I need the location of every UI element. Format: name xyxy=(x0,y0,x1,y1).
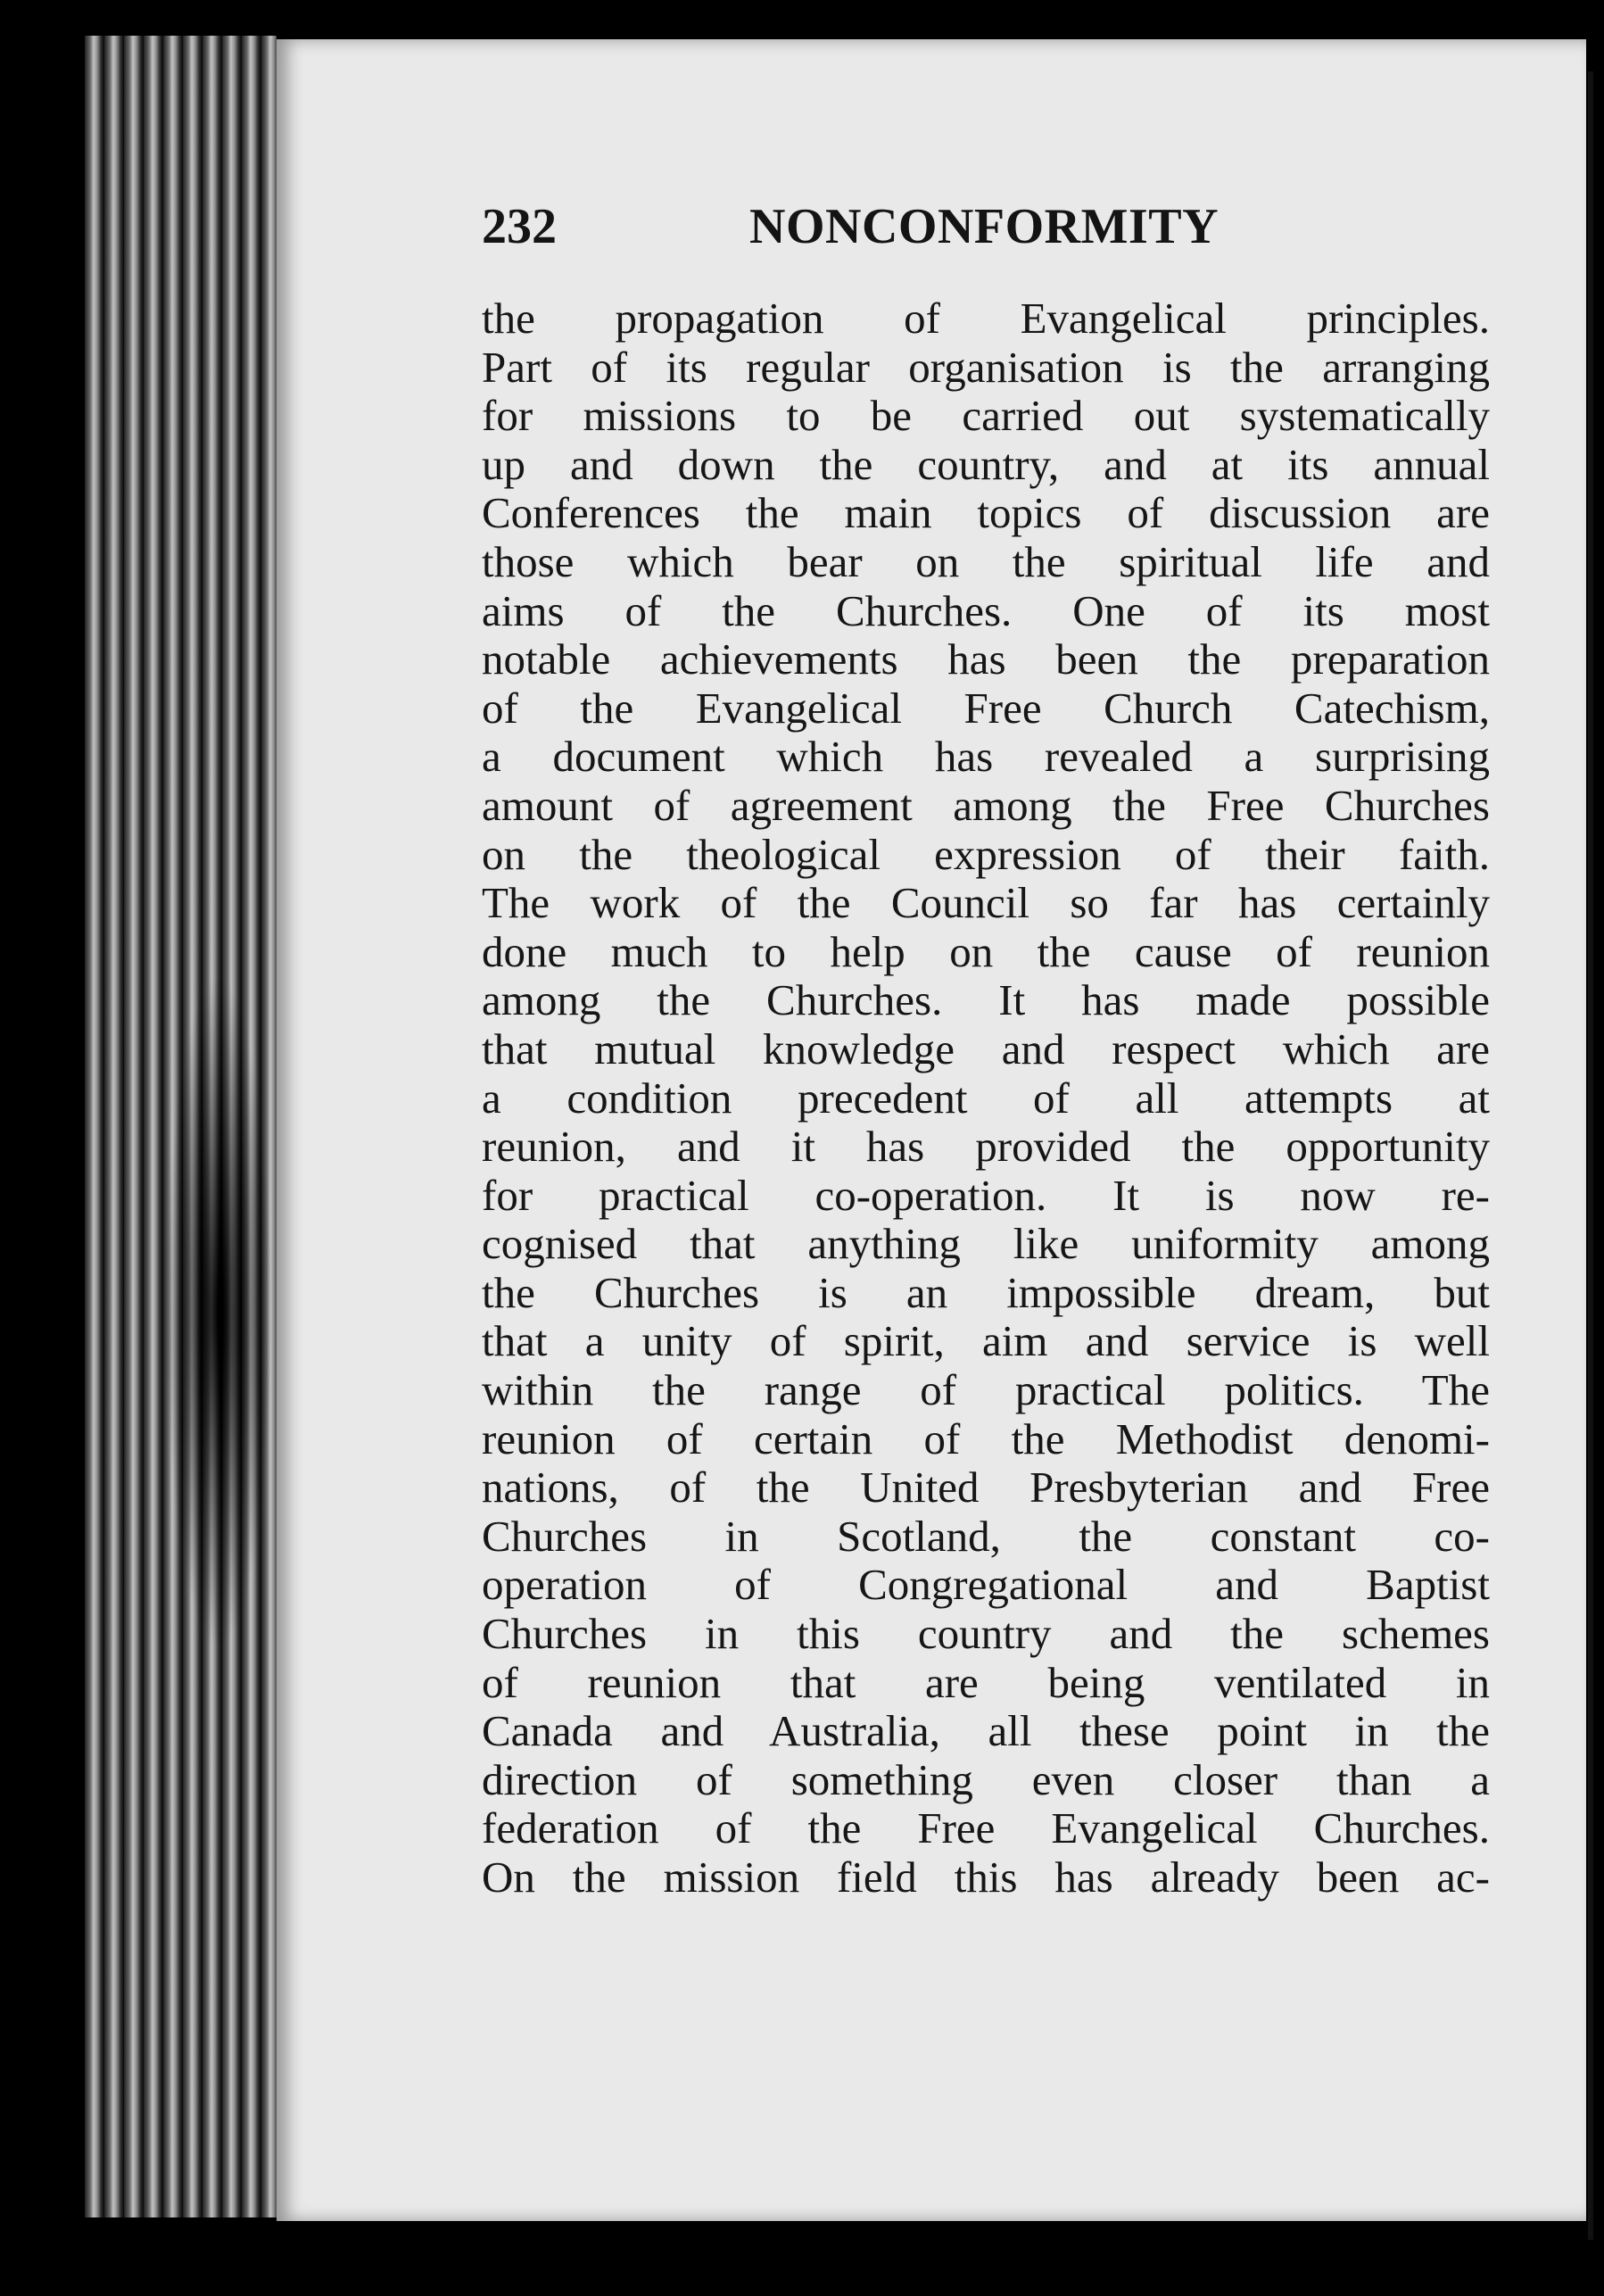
text-line: Conferences the main topics of discussion are xyxy=(482,489,1490,538)
page-right-edge-rule xyxy=(1588,71,1593,2240)
text-line: operation of Congregational and Baptist xyxy=(482,1561,1490,1610)
text-line: of reunion that are being ventilated in xyxy=(482,1658,1490,1707)
text-line: cognised that anything like uniformity among xyxy=(482,1220,1490,1269)
text-line: Churches in Scotland, the constant co- xyxy=(482,1512,1490,1561)
text-line: The work of the Council so far has certainly xyxy=(482,879,1490,928)
text-line: done much to help on the cause of reunion xyxy=(482,927,1490,976)
text-line: reunion of certain of the Methodist denomi- xyxy=(482,1414,1490,1463)
text-line: On the mission field this has already been ac- xyxy=(482,1853,1490,1902)
text-line: on the theological expression of their faith. xyxy=(482,830,1490,879)
text-line: for missions to be carried out systematically xyxy=(482,392,1490,441)
text-line: a condition precedent of all attempts at xyxy=(482,1073,1490,1123)
page-number: 232 xyxy=(482,199,557,254)
text-line: federation of the Free Evangelical Churches. xyxy=(482,1804,1490,1853)
text-line: amount of agreement among the Free Churches xyxy=(482,781,1490,830)
text-line: the Churches is an impossible dream, but xyxy=(482,1268,1490,1317)
book-page-edges xyxy=(85,36,277,2217)
text-line: that mutual knowledge and respect which are xyxy=(482,1024,1490,1073)
text-line: notable achievements has been the preparation xyxy=(482,635,1490,684)
text-line: within the range of practical politics. The xyxy=(482,1366,1490,1415)
text-line: Canada and Australia, all these point in the xyxy=(482,1707,1490,1756)
text-line: aims of the Churches. One of its most xyxy=(482,586,1490,635)
text-line: among the Churches. It has made possible xyxy=(482,976,1490,1025)
text-line: that a unity of spirit, aim and service is well xyxy=(482,1317,1490,1366)
text-line: a document which has revealed a surprising xyxy=(482,733,1490,782)
text-line: reunion, and it has provided the opportunity xyxy=(482,1123,1490,1172)
text-line: up and down the country, and at its annual xyxy=(482,440,1490,489)
running-head xyxy=(482,198,1427,261)
text-line: for practical co-operation. It is now re- xyxy=(482,1171,1490,1220)
text-line: direction of something even closer than a xyxy=(482,1755,1490,1804)
text-line: those which bear on the spiritual life and xyxy=(482,537,1490,586)
body-text xyxy=(482,294,1490,1902)
text-line: of the Evangelical Free Church Catechism, xyxy=(482,684,1490,733)
text-line: Part of its regular organisation is the arranging xyxy=(482,343,1490,392)
running-title: NONCONFORMITY xyxy=(749,199,1220,254)
text-line: nations, of the United Presbyterian and Free xyxy=(482,1463,1490,1513)
text-line: the propagation of Evangelical principles. xyxy=(482,294,1490,343)
text-line: Churches in this country and the schemes xyxy=(482,1610,1490,1659)
